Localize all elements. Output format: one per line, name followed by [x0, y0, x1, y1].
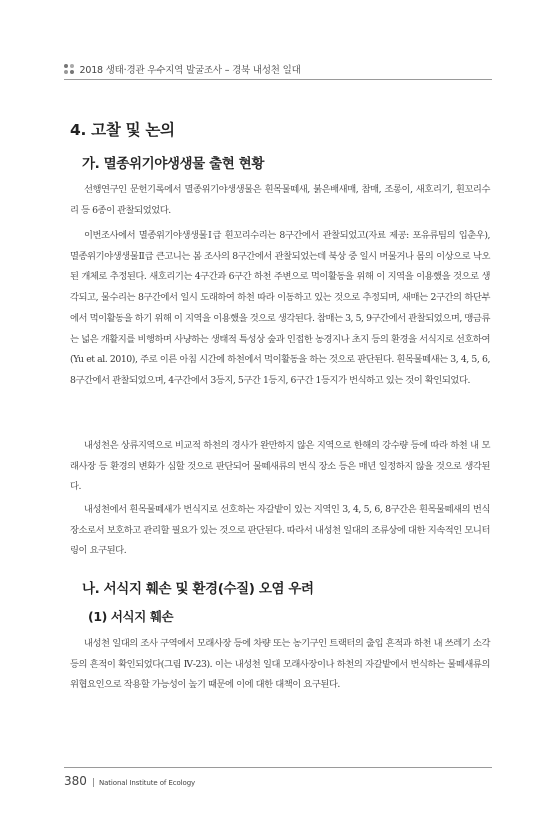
footer-institution: National Institute of Ecology — [98, 779, 196, 787]
running-title: 2018 생태·경관 우수지역 발굴조사 – 경북 내성천 일대 — [79, 65, 301, 76]
footer-separator: | — [91, 778, 95, 788]
paragraph-habitat-damage: 내성천 일대의 조사 구역에서 모래사장 등에 차량 또는 농기구인 트랙터의 출입 흔적과 하천 내 쓰레기 소각 등의 흔적이 확인되었다(그림 Ⅳ-23). 이는 내성천 일대 모래사장이나 하천의 자갈밭에서 번식하는 물떼새류의 위협요인으로 작용할 가능성이 높기 때문에 이에 대한 대책이 요구된다. — [70, 638, 490, 691]
paragraph-river-environment: 내성천은 상류지역으로 비교적 하천의 경사가 완만하지 않은 지역으로 한해의 강수량 등에 따라 하천 내 모래사장 등 환경의 변화가 심할 것으로 판단되어 물떼새류의 번식 장소 등은 매년 일정하지 않을 것으로 생각된다. — [70, 440, 490, 493]
page-number: 380 — [64, 774, 87, 788]
section-title: 4. 고찰 및 논의 — [70, 121, 175, 139]
page-footer — [64, 774, 195, 788]
paragraph-survey-results: 이번조사에서 멸종위기야생생물Ⅰ급 흰꼬리수리는 8구간에서 관찰되었고(자료 제공: 포유류팀의 입춘우), 멸종위기야생생물Ⅱ급 큰고니는 봄 조사의 8구간에서 관찰되었는데 북상 중 일시 머물거나 몸의 이상으로 낙오된 개체로 추정된다. 새호리기는 4구간과 6구간 하천 주변으로 먹이활동을 위해 이 지역을 이용했을 것으로 생각되고, 물수리는 8구간에서 일시 도래하여 하천 따라 이동하고 있는 것으로 추정되며, 새매는 2구간의 하단부에서 먹이활동을 하기 위해 이 지역을 이용했을 것으로 생각된다. 참매는 3, 5, 9구간에서 관찰되었으며, 맹금류는 넓은 개활지를 비행하며 사냥하는 생태적 특성상 숲과 인접한 농경지나 초지 등의 환경을 서식지로 선호하여(Yu et al. 2010), 주로 이른 아침 시간에 하천에서 먹이활동을 하는 것으로 판단된다. 흰목물떼새는 3, 4, 5, 6, 8구간에서 관찰되었으며, 4구간에서 3등지, 5구간 1등지, 6구간 1등지가 번식하고 있는 것이 확인되었다. — [70, 230, 490, 386]
header-divider — [64, 79, 492, 80]
subsection-title-endangered: 가. 멸종위기야생생물 출현 현황 — [82, 156, 264, 172]
paragraph-breeding-protection: 내성천에서 흰목물떼새가 번식지로 선호하는 자갈밭이 있는 지역인 3, 4, 5, 6, 8구간은 흰목물떼새의 번식 장소로서 보호하고 관리할 필요가 있는 것으로 판단된다. 따라서 내성천 일대의 조류상에 대한 지속적인 모니터링이 요구된다. — [70, 504, 490, 557]
subsection-title-habitat: 나. 서식지 훼손 및 환경(수질) 오염 우려 — [82, 581, 314, 597]
footer-divider — [64, 767, 492, 768]
running-header — [64, 62, 301, 76]
paragraph-literature: 선행연구인 문헌기록에서 멸종위기야생생물은 흰목물떼새, 붉은배새매, 참매, 조롱이, 새호리기, 흰꼬리수리 등 6종이 관찰되었었다. — [70, 184, 490, 216]
header-dots-icon — [64, 64, 74, 74]
subsubsection-title-habitat-damage: (1) 서식지 훼손 — [88, 609, 174, 624]
